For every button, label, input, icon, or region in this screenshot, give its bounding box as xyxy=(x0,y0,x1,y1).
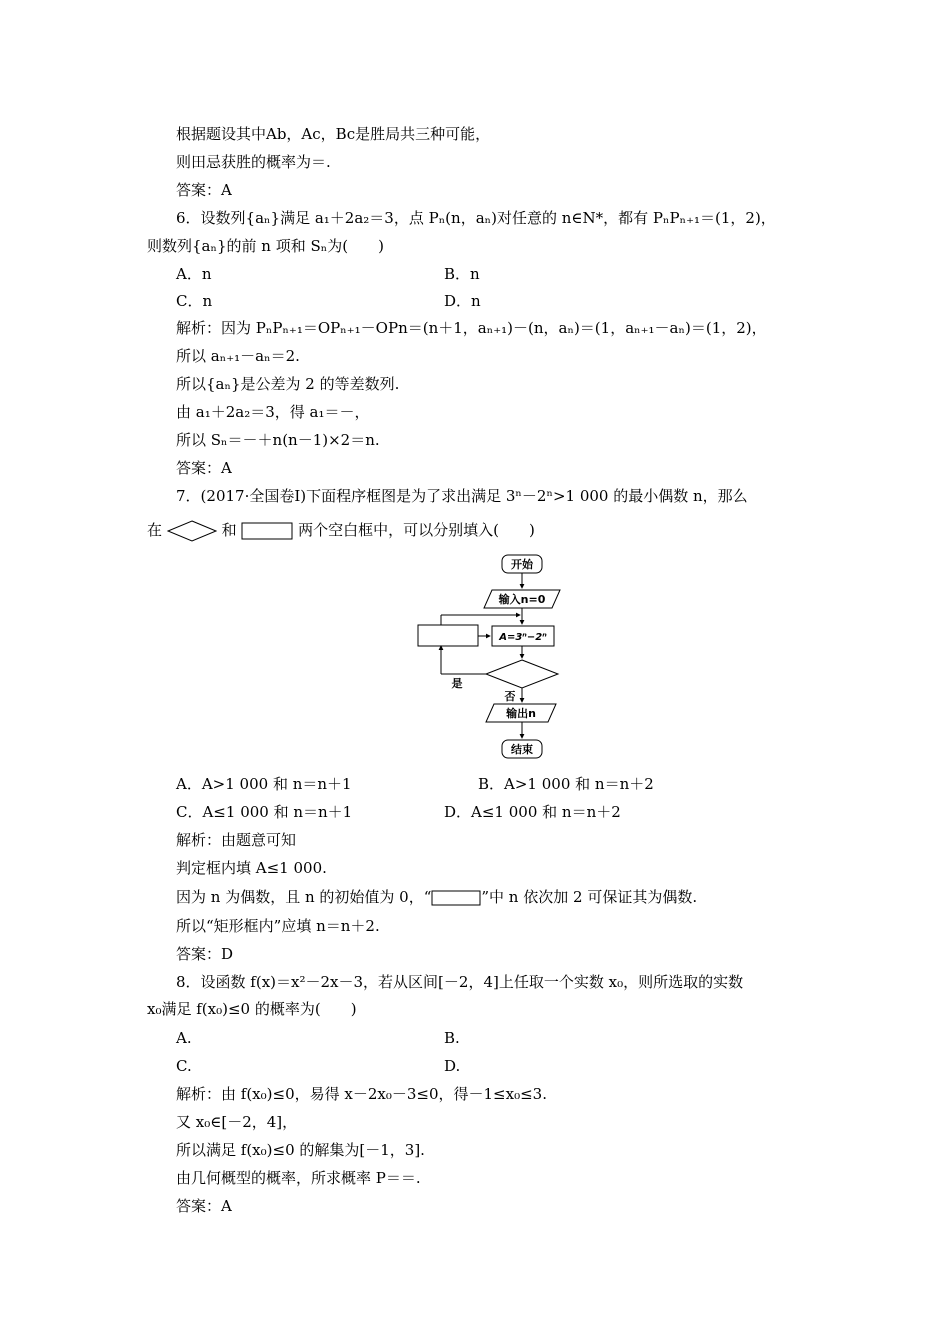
text-fragment: 在 xyxy=(147,521,163,539)
input-label: 输入n=0 xyxy=(498,593,546,606)
output-label: 输出n xyxy=(506,707,536,720)
text-fragment: 和 xyxy=(221,521,237,539)
solution-line: 所以 aₙ₊₁－aₙ＝2. xyxy=(176,347,300,365)
solution-line: 解析：由 f(x₀)≤0，易得 x－2x₀－3≤0，得－1≤x₀≤3. xyxy=(176,1085,547,1103)
question-7-stem: 7．(2017·全国卷Ⅰ)下面程序框图是为了求出满足 3ⁿ－2ⁿ>1 000 的最小偶数 n，那么 xyxy=(176,487,748,505)
solution-line: 又 x₀∈[－2，4]， xyxy=(176,1113,298,1131)
option-a: A．n xyxy=(176,265,212,283)
option-a: A. xyxy=(176,1029,192,1047)
question-6-stem: 则数列{aₙ}的前 n 项和 Sₙ为( ) xyxy=(147,237,384,255)
no-label: 否 xyxy=(504,690,516,703)
option-c: C. xyxy=(176,1057,192,1075)
option-d: D．A≤1 000 和 n＝n＋2 xyxy=(444,803,621,821)
process-rectangle-icon xyxy=(241,522,293,540)
program-flowchart xyxy=(410,552,570,764)
assign-label: A=3ⁿ−2ⁿ xyxy=(499,632,547,643)
option-b: B．A>1 000 和 n＝n＋2 xyxy=(478,775,654,793)
solution-line: 解析：由题意可知 xyxy=(176,831,297,849)
blank-decision-diamond xyxy=(486,660,558,688)
solution-line xyxy=(176,887,697,907)
option-d: D. xyxy=(444,1057,461,1075)
text-fragment: 因为 n 为偶数，且 n 的初始值为 0，“ xyxy=(176,888,432,906)
process-rectangle-icon xyxy=(431,890,481,906)
option-d: D．n xyxy=(444,292,481,310)
option-b: B. xyxy=(444,1029,460,1047)
question-8-stem: x₀满足 f(x₀)≤0 的概率为( ) xyxy=(147,1000,357,1018)
answer-line: 答案：A xyxy=(176,181,232,199)
solution-line: 由 a₁＋2a₂＝3，得 a₁＝－， xyxy=(176,403,370,421)
start-label: 开始 xyxy=(511,558,533,571)
text-line: 根据题设其中Ab，Ac，Bc是胜局共三种可能， xyxy=(176,125,491,143)
solution-line: 所以{aₙ}是公差为 2 的等差数列. xyxy=(176,375,400,393)
solution-line: 所以“矩形框内”应填 n＝n＋2. xyxy=(176,917,380,935)
option-b: B．n xyxy=(444,265,480,283)
solution-line: 所以满足 f(x₀)≤0 的解集为[－1，3]. xyxy=(176,1141,425,1159)
yes-label: 是 xyxy=(451,677,463,690)
option-a: A．A>1 000 和 n＝n＋1 xyxy=(176,775,352,793)
option-c: C．A≤1 000 和 n＝n＋1 xyxy=(176,803,353,821)
solution-line: 所以 Sₙ＝－＋n(n－1)×2＝n. xyxy=(176,431,380,449)
answer-line: 答案：D xyxy=(176,945,234,963)
text-fragment: 两个空白框中，可以分别填入( ) xyxy=(298,521,535,539)
question-7-stem xyxy=(147,520,535,542)
blank-process-box xyxy=(418,625,478,646)
end-label: 结束 xyxy=(511,743,533,756)
option-c: C．n xyxy=(176,292,213,310)
question-6-stem: 6．设数列{aₙ}满足 a₁＋2a₂＝3，点 Pₙ(n，aₙ)对任意的 n∈N*，都有 PₙPₙ₊₁＝(1，2)， xyxy=(176,209,776,227)
solution-line: 由几何概型的概率，所求概率 P＝＝. xyxy=(176,1169,421,1187)
answer-line: 答案：A xyxy=(176,1197,232,1215)
decision-diamond-icon xyxy=(167,520,217,542)
question-8-stem: 8．设函数 f(x)＝x²－2x－3，若从区间[－2，4]上任取一个实数 x₀，则所选取的实数 xyxy=(176,973,744,991)
text-fragment: ”中 n 依次加 2 可保证其为偶数. xyxy=(481,888,698,906)
text-line: 则田忌获胜的概率为＝. xyxy=(176,153,331,171)
solution-line: 解析：因为 PₙPₙ₊₁＝OPₙ₊₁－OPn＝(n＋1，aₙ₊₁)－(n，aₙ)＝(1，aₙ₊₁－aₙ)＝(1，2)， xyxy=(176,319,767,337)
solution-line: 判定框内填 A≤1 000. xyxy=(176,859,327,877)
answer-line: 答案：A xyxy=(176,459,232,477)
